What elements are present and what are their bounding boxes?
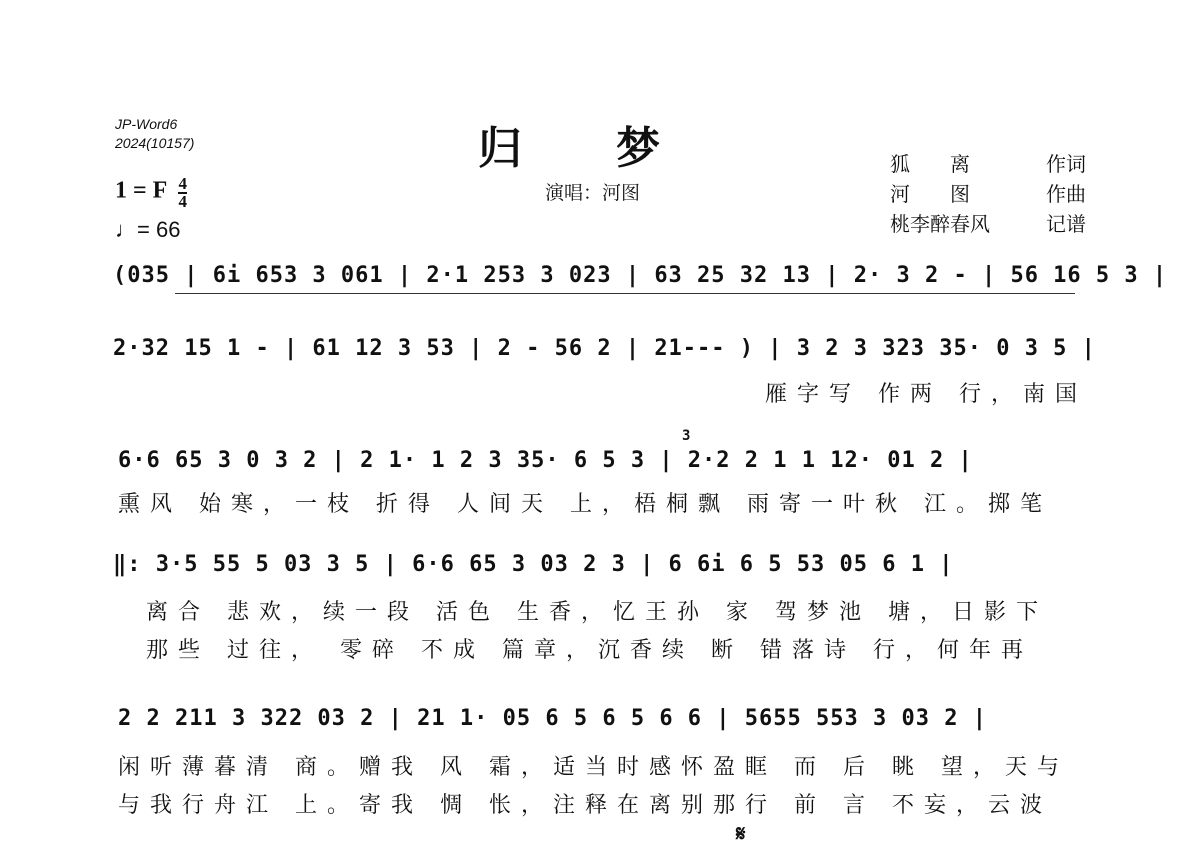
score-line-2: 2·32 15 1 - | 61 12 3 53 | 2 - 56 2 | 21--- ) | 3 2 3 323 35· 0 3 5 | (113, 336, 1096, 361)
composer-role: 作曲 (1046, 182, 1086, 206)
quarter-note-icon: ♩ (115, 217, 137, 242)
lyricist-name: 狐 离 (890, 152, 970, 176)
composer-credit (890, 178, 1086, 207)
singer-credit: 演唱：河图 (545, 182, 641, 204)
version-label: 2024(10157) (115, 135, 195, 151)
software-label: JP-Word6 (115, 116, 178, 132)
time-bottom: 4 (178, 192, 187, 211)
page-title: 归 梦 (478, 123, 662, 174)
lyric-line-5b: 与我行舟江 上。寄我 惆 怅，注释在离别那行 前 言 不妄，云波 (118, 793, 1052, 818)
lyric-line-3: 熏风 始寒，一枝 折得 人间天 上，梧桐飘 雨寄一叶秋 江。掷笔 (118, 492, 1052, 517)
transcriber-credit (890, 208, 1086, 237)
score-line-1: (035 | 6i 653 3 061 | 2·1 253 3 023 | 63 25 32 13 | 2· 3 2 - | 56 16 5 3 | (113, 263, 1168, 288)
lyric-line-4a: 离合 悲欢，续一段 活色 生香，忆王孙 家 驾梦池 塘，日影下 (146, 600, 1048, 625)
key-signature (115, 176, 187, 210)
segno-icon: 𝄋 (736, 822, 746, 847)
composer-name: 河 图 (890, 182, 970, 206)
lyricist-credit (890, 148, 1086, 177)
score-line-3: 6·6 65 3 0 3 2 | 2 1· 1 2 3 35· 6 5 3 | 2·2 2 1 1 12· 01 2 | (118, 448, 973, 473)
key-label: 1 = F (115, 177, 168, 204)
time-top: 4 (178, 174, 187, 193)
time-signature (178, 176, 187, 210)
tempo-marking (115, 217, 180, 243)
lyric-line-4b: 那些 过往， 零碎 不成 篇章，沉香续 断 错落诗 行，何年再 (146, 638, 1033, 663)
triplet-mark: 3 (682, 428, 692, 444)
lyricist-role: 作词 (1046, 152, 1086, 176)
underline-divider-1 (175, 292, 1075, 294)
lyric-line-2: 雁字写 作两 行，南国 (765, 382, 1087, 407)
score-line-4: ‖: 3·5 55 5 03 3 5 | 6·6 65 3 03 2 3 | 6 6i 6 5 53 05 6 1 | (113, 552, 954, 577)
tempo-value: = 66 (137, 217, 181, 242)
transcriber-role: 记谱 (1046, 212, 1086, 236)
score-line-5: 2 2 211 3 322 03 2 | 21 1· 05 6 5 6 5 6 6 | 5655 553 3 03 2 | (118, 706, 987, 731)
lyric-line-5a: 闲听薄暮清 商。赠我 风 霜，适当时感怀盈眶 而 后 眺 望，天与 (118, 755, 1069, 780)
transcriber-name: 桃李醉春风 (890, 212, 990, 236)
